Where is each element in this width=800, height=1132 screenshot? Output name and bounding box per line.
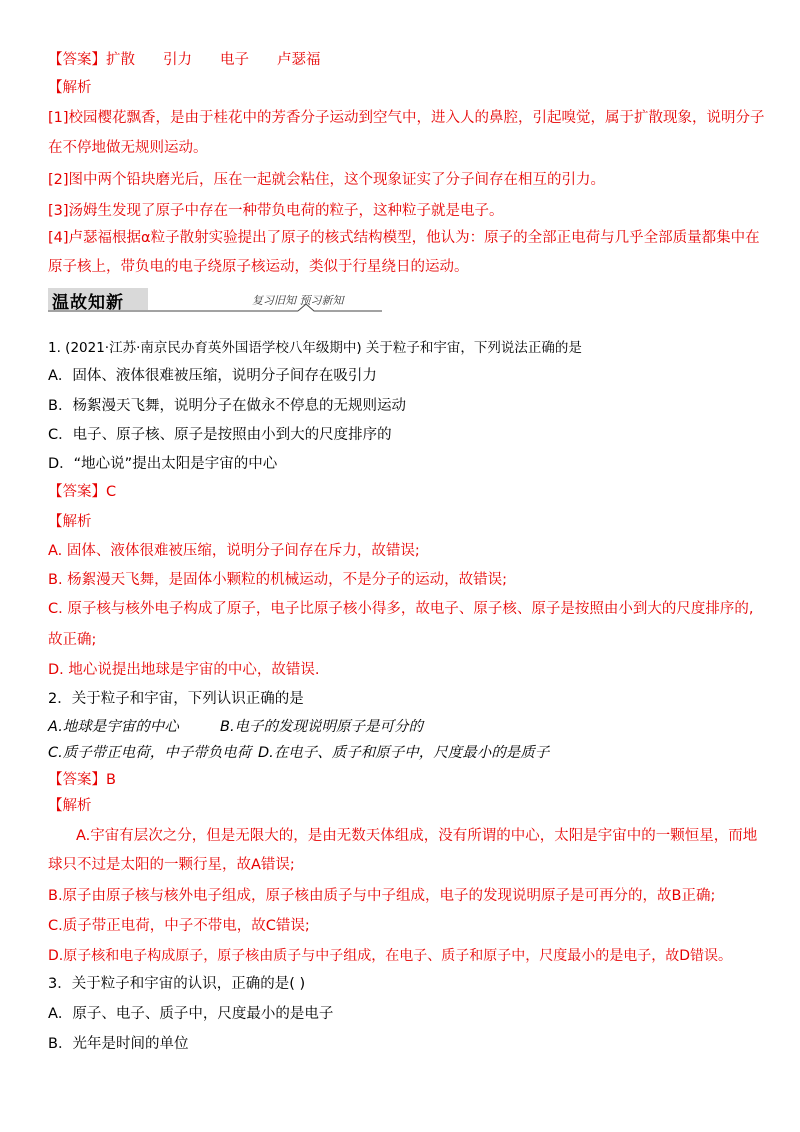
q2-analysis-line: 球只不过是太阳的一颗行星，故A错误; — [48, 857, 295, 873]
analysis-line: [2]图中两个铅块磨光后，压在一起就会粘住，这个现象证实了分子间存在相互的引力。 — [48, 172, 606, 188]
q2-analysis-line: C.质子带正电荷，中子不带电，故C错误; — [48, 918, 310, 934]
q1-option-a: A．固体、液体很难被压缩，说明分子间存在吸引力 — [48, 368, 377, 384]
q2-analysis-heading: 【解析 — [48, 798, 92, 814]
q2-option-row — [48, 717, 760, 737]
analysis-line: [1]校园樱花飘香，是由于桂花中的芳香分子运动到空气中，进入人的鼻腔，引起嗅觉，属于扩散现象，说明分子 — [48, 110, 765, 126]
q2-analysis-line: A.宇宙有层次之分，但是无限大的，是由无数天体组成，没有所谓的中心，太阳是宇宙中的一颗恒星，而地 — [76, 828, 758, 844]
answer-label: 【答案】 — [48, 52, 106, 68]
analysis-line: 原子核上，带负电的电子绕原子核运动，类似于行星绕日的运动。 — [48, 259, 469, 275]
q2-option-c: C.质子带正电荷，中子带负电荷 — [48, 745, 252, 761]
q2-option-row — [48, 743, 760, 763]
section-subtitle: 复习旧知 预习新知 — [252, 294, 344, 307]
q1-analysis-line: C. 原子核与核外电子构成了原子，电子比原子核小得多，故电子、原子核、原子是按照由小到大的尺度排序的, — [48, 601, 754, 617]
section-banner — [48, 286, 382, 316]
analysis-line: 在不停地做无规则运动。 — [48, 140, 208, 156]
answer-item-1: 扩散 — [106, 52, 135, 68]
q3-option-a: A．原子、电子、质子中，尺度最小的是电子 — [48, 1006, 334, 1022]
q2-analysis-line: D.原子核和电子构成原子，原子核由质子与中子组成，在电子、质子和原子中，尺度最小的是电子，故D错误。 — [48, 948, 733, 964]
q3-stem: 3．关于粒子和宇宙的认识，正确的是( ) — [48, 976, 306, 992]
analysis-heading: 【解析 — [48, 80, 92, 96]
analysis-line: [4]卢瑟福根据α粒子散射实验提出了原子的核式结构模型，他认为：原子的全部正电荷与几乎全部质量都集中在 — [48, 230, 760, 246]
q2-stem: 2．关于粒子和宇宙，下列认识正确的是 — [48, 691, 304, 707]
q1-analysis-heading: 【解析 — [48, 514, 92, 530]
section-title: 温故知新 — [52, 293, 124, 313]
top-answer-row — [48, 50, 760, 70]
q3-option-b: B．光年是时间的单位 — [48, 1036, 189, 1052]
q1-analysis-line: B. 杨絮漫天飞舞，是固体小颗粒的机械运动，不是分子的运动，故错误; — [48, 572, 508, 588]
q1-analysis-line: D. 地心说提出地球是宇宙的中心，故错误. — [48, 662, 320, 678]
q1-stem: 1. (2021·江苏·南京民办育英外国语学校八年级期中) 关于粒子和宇宙，下列说法正确的是 — [48, 340, 582, 356]
q1-option-c: C．电子、原子核、原子是按照由小到大的尺度排序的 — [48, 427, 392, 443]
q2-analysis-line: B.原子由原子核与核外电子组成，原子核由质子与中子组成，电子的发现说明原子是可再分的，故B正确; — [48, 888, 716, 904]
answer-item-3: 电子 — [220, 52, 249, 68]
q2-option-d: D.在电子、质子和原子中，尺度最小的是质子 — [258, 745, 550, 761]
answer-item-2: 引力 — [163, 52, 192, 68]
q2-answer: 【答案】B — [48, 772, 116, 788]
q1-option-d: D．“地心说”提出太阳是宇宙的中心 — [48, 456, 278, 472]
q1-option-b: B．杨絮漫天飞舞，说明分子在做永不停息的无规则运动 — [48, 398, 406, 414]
q1-analysis-line: 故正确; — [48, 632, 97, 648]
q1-answer: 【答案】C — [48, 484, 117, 500]
answer-item-4: 卢瑟福 — [277, 52, 321, 68]
q1-analysis-line: A. 固体、液体很难被压缩，说明分子间存在斥力，故错误; — [48, 543, 420, 559]
q2-option-b: B.电子的发现说明原子是可分的 — [220, 719, 424, 735]
analysis-line: [3]汤姆生发现了原子中存在一种带负电荷的粒子，这种粒子就是电子。 — [48, 203, 504, 219]
q2-option-a: A.地球是宇宙的中心 — [48, 719, 179, 735]
